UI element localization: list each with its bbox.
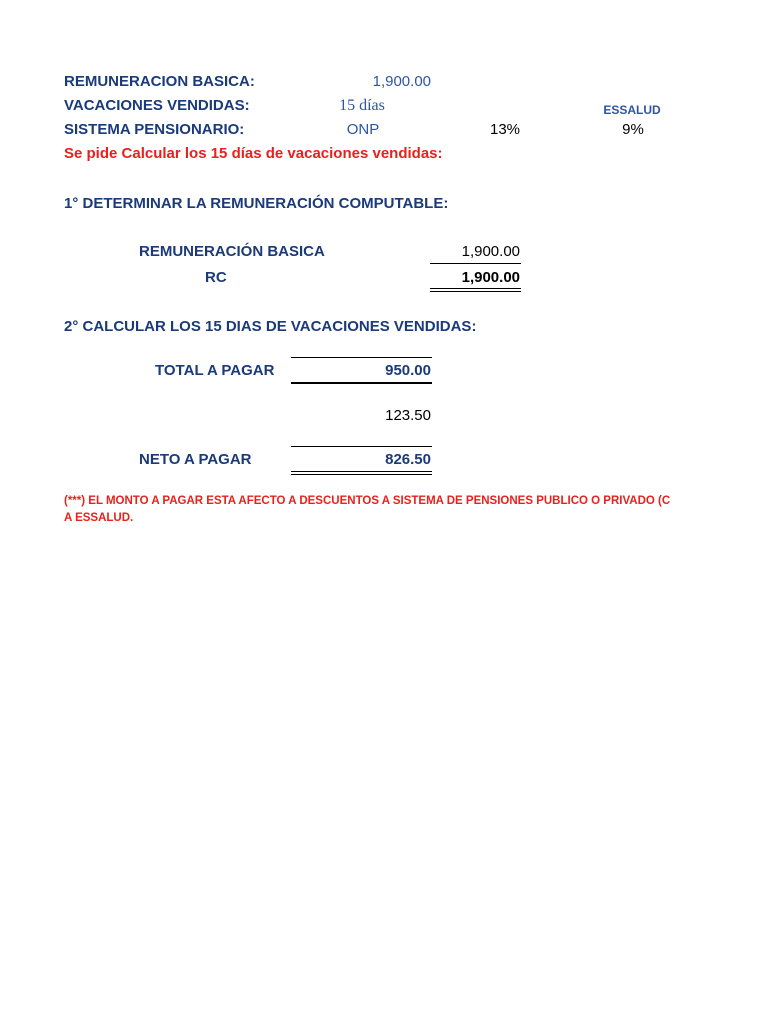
rc-value: 1,900.00 <box>461 269 520 286</box>
neto-top-line <box>291 446 432 447</box>
essalud-rate: 9% <box>622 121 644 138</box>
discount-value: 123.50 <box>385 407 431 424</box>
rem-basica-label: REMUNERACION BASICA: <box>64 73 255 90</box>
total-top-line <box>291 357 432 358</box>
total-label: TOTAL A PAGAR <box>155 362 275 379</box>
rem-basica-value: 1,900.00 <box>372 73 431 90</box>
instruction-text: Se pide Calcular los 15 días de vacaciones vendidas: <box>64 145 443 162</box>
sistema-pensionario-value: ONP <box>346 121 380 138</box>
note-block <box>64 493 671 527</box>
note-line-2: A ESSALUD. <box>64 512 134 524</box>
neto-double-underline <box>291 471 432 475</box>
neto-value: 826.50 <box>385 451 431 468</box>
rem-underline <box>430 263 521 264</box>
step2-title: 2° CALCULAR LOS 15 DIAS DE VACACIONES VENDIDAS: <box>64 318 477 335</box>
total-value: 950.00 <box>385 362 431 379</box>
total-bottom-line <box>291 382 432 384</box>
vac-vendidas-label: VACACIONES VENDIDAS: <box>64 97 250 114</box>
step1-title: 1° DETERMINAR LA REMUNERACIÓN COMPUTABLE: <box>64 195 449 212</box>
rem-computable-label: REMUNERACIÓN BASICA <box>139 243 325 260</box>
onp-rate: 13% <box>489 121 521 138</box>
rc-label: RC <box>205 269 227 286</box>
rc-double-underline <box>430 288 521 292</box>
vac-vendidas-value: 15 días <box>339 97 385 114</box>
rem-computable-value: 1,900.00 <box>461 243 520 260</box>
sistema-pensionario-label: SISTEMA PENSIONARIO: <box>64 121 245 138</box>
neto-label: NETO A PAGAR <box>139 451 252 468</box>
essalud-label: ESSALUD <box>603 103 661 117</box>
note-line-1: (***) EL MONTO A PAGAR ESTA AFECTO A DESCUENTOS A SISTEMA DE PENSIONES PUBLICO O PRIVADO (C <box>64 495 671 507</box>
